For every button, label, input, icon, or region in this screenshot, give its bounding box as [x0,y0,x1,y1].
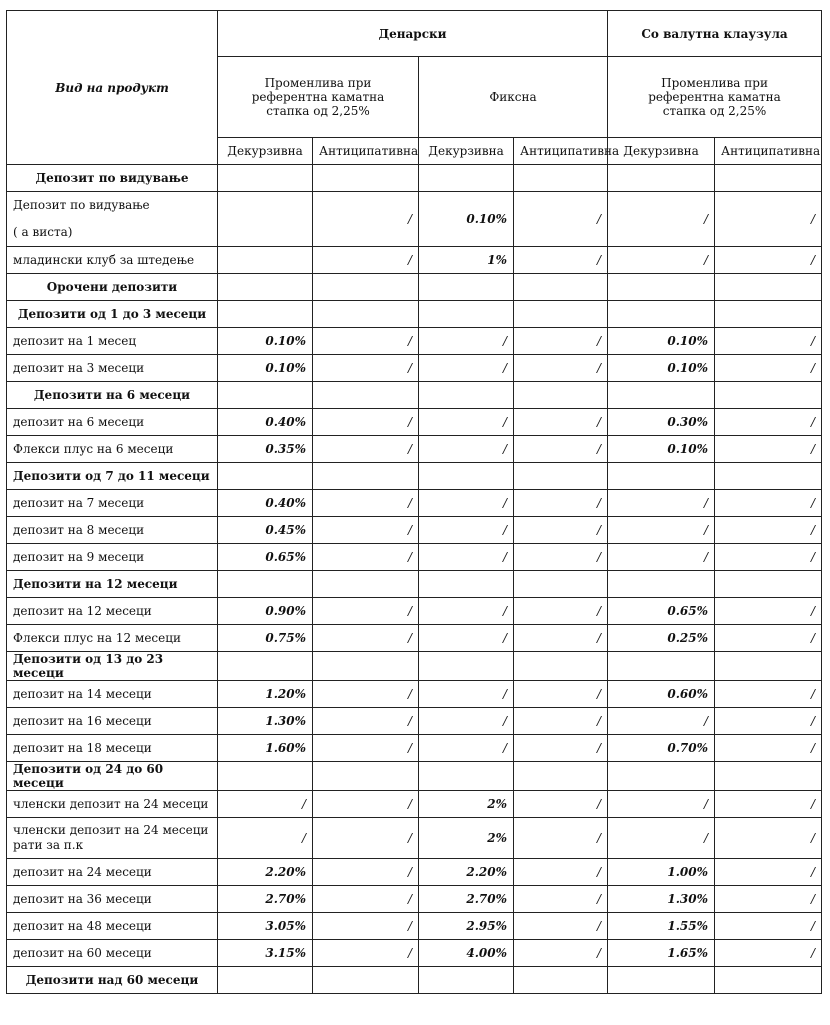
rate-cell: 0.90% [218,598,313,625]
rate-cell: 0.10% [419,192,514,247]
col-anticipative: Антиципативна [514,138,608,165]
not-applicable-cell: / [419,735,514,762]
not-applicable-cell: / [313,544,419,571]
not-applicable-cell: / [313,791,419,818]
rate-cell [218,192,313,247]
not-applicable-cell: / [514,708,608,735]
not-applicable-cell: / [514,192,608,247]
not-applicable-cell: / [514,517,608,544]
row-label: депозит на 7 месеци [7,490,218,517]
table-row [7,940,822,967]
table-row [7,681,822,708]
rate-cell: 0.10% [218,355,313,382]
section-label: Орочени депозити [7,274,218,301]
not-applicable-cell: / [419,328,514,355]
rate-cell: 1.60% [218,735,313,762]
product-type-header: Вид на продукт [7,11,218,165]
row-label: депозит на 9 месеци [7,544,218,571]
table-row [7,355,822,382]
not-applicable-cell: / [313,247,419,274]
rate-cell: 1% [419,247,514,274]
table-row [7,247,822,274]
not-applicable-cell: / [313,859,419,886]
not-applicable-cell: / [419,490,514,517]
not-applicable-cell: / [514,735,608,762]
not-applicable-cell: / [419,436,514,463]
section-label: Депозити од 24 до 60 месеци [7,762,218,791]
not-applicable-cell: / [715,859,822,886]
not-applicable-cell: / [419,625,514,652]
not-applicable-cell: / [608,490,715,517]
row-label: депозит на 6 месеци [7,409,218,436]
not-applicable-cell: / [313,913,419,940]
not-applicable-cell: / [608,517,715,544]
not-applicable-cell: / [313,940,419,967]
rate-cell: 4.00% [419,940,514,967]
not-applicable-cell: / [218,818,313,859]
table-row [7,625,822,652]
not-applicable-cell: / [514,544,608,571]
not-applicable-cell: / [313,409,419,436]
not-applicable-cell: / [715,818,822,859]
section-row [7,967,822,994]
denar-fixed-header: Фиксна [419,57,608,138]
rate-cell: 0.40% [218,490,313,517]
not-applicable-cell: / [715,886,822,913]
section-row [7,274,822,301]
rate-cell: 2.20% [218,859,313,886]
not-applicable-cell: / [514,681,608,708]
rate-cell: 1.30% [608,886,715,913]
section-row [7,165,822,192]
not-applicable-cell: / [715,409,822,436]
row-label: депозит на 24 месеци [7,859,218,886]
not-applicable-cell: / [514,625,608,652]
table-row [7,735,822,762]
not-applicable-cell: / [715,625,822,652]
not-applicable-cell: / [608,544,715,571]
interest-rate-table [6,10,822,994]
not-applicable-cell: / [608,708,715,735]
not-applicable-cell: / [313,436,419,463]
rate-cell: 0.65% [218,544,313,571]
not-applicable-cell: / [715,355,822,382]
rate-cell: 1.00% [608,859,715,886]
row-label: депозит на 16 месеци [7,708,218,735]
not-applicable-cell: / [514,940,608,967]
table-row [7,708,822,735]
row-label: депозит на 3 месеци [7,355,218,382]
not-applicable-cell: / [715,490,822,517]
table-row [7,436,822,463]
not-applicable-cell: / [715,517,822,544]
not-applicable-cell: / [514,598,608,625]
not-applicable-cell: / [715,247,822,274]
rate-cell: 2.20% [419,859,514,886]
not-applicable-cell: / [313,192,419,247]
not-applicable-cell: / [608,818,715,859]
not-applicable-cell: / [419,544,514,571]
not-applicable-cell: / [608,791,715,818]
not-applicable-cell: / [419,598,514,625]
not-applicable-cell: / [715,940,822,967]
table-row [7,544,822,571]
not-applicable-cell: / [715,913,822,940]
not-applicable-cell: / [715,735,822,762]
row-label: Депозит по видување ( а виста) [7,192,218,247]
section-label: Депозити од 13 до 23 месеци [7,652,218,681]
not-applicable-cell: / [514,247,608,274]
col-anticipative: Антиципативна [313,138,419,165]
not-applicable-cell: / [514,490,608,517]
rate-cell: 0.65% [608,598,715,625]
rate-cell: 0.35% [218,436,313,463]
section-row [7,762,822,791]
table-row [7,818,822,859]
rate-cell: 2% [419,818,514,859]
rate-cell: 2% [419,791,514,818]
rate-cell: 1.30% [218,708,313,735]
not-applicable-cell: / [715,436,822,463]
table-row [7,859,822,886]
col-anticipative: Антиципативна [715,138,822,165]
not-applicable-cell: / [218,791,313,818]
row-label: Флекси плус на 12 месеци [7,625,218,652]
table-row [7,490,822,517]
not-applicable-cell: / [715,328,822,355]
not-applicable-cell: / [715,791,822,818]
rate-cell: 0.10% [608,355,715,382]
not-applicable-cell: / [715,192,822,247]
col-decursive: Декурзивна [419,138,514,165]
not-applicable-cell: / [514,409,608,436]
not-applicable-cell: / [313,818,419,859]
table-row [7,328,822,355]
rate-cell: 0.25% [608,625,715,652]
section-label: Депозити од 7 до 11 месеци [7,463,218,490]
not-applicable-cell: / [514,886,608,913]
currency-clause-group-header: Со валутна клаузула [608,11,822,57]
not-applicable-cell: / [313,355,419,382]
section-row [7,652,822,681]
table-row [7,913,822,940]
section-label: Депозити од 1 до 3 месеци [7,301,218,328]
section-row [7,571,822,598]
not-applicable-cell: / [514,328,608,355]
row-label: членски депозит на 24 месеци рати за п.к [7,818,218,859]
not-applicable-cell: / [514,355,608,382]
not-applicable-cell: / [313,735,419,762]
rate-cell [218,247,313,274]
not-applicable-cell: / [514,859,608,886]
denar-group-header: Денарски [218,11,608,57]
rate-cell: 0.10% [608,436,715,463]
rate-cell: 0.40% [218,409,313,436]
rate-cell: 0.10% [608,328,715,355]
row-label: депозит на 60 месеци [7,940,218,967]
row-label: членски депозит на 24 месеци [7,791,218,818]
section-row [7,301,822,328]
rate-cell: 1.20% [218,681,313,708]
section-row [7,382,822,409]
row-label: депозит на 36 месеци [7,886,218,913]
not-applicable-cell: / [514,436,608,463]
rate-cell: 2.70% [419,886,514,913]
not-applicable-cell: / [715,544,822,571]
row-label: депозит на 1 месец [7,328,218,355]
row-label: депозит на 14 месеци [7,681,218,708]
not-applicable-cell: / [608,247,715,274]
not-applicable-cell: / [313,708,419,735]
table-row [7,192,822,247]
not-applicable-cell: / [419,681,514,708]
rate-cell: 0.45% [218,517,313,544]
row-label: депозит на 48 месеци [7,913,218,940]
section-label: Депозити над 60 месеци [7,967,218,994]
not-applicable-cell: / [419,517,514,544]
not-applicable-cell: / [313,625,419,652]
not-applicable-cell: / [514,913,608,940]
row-label: депозит на 18 месеци [7,735,218,762]
section-label: Депозити на 12 месеци [7,571,218,598]
rate-cell: 3.15% [218,940,313,967]
not-applicable-cell: / [715,598,822,625]
not-applicable-cell: / [608,192,715,247]
section-label: Депозити на 6 месеци [7,382,218,409]
table-row [7,598,822,625]
not-applicable-cell: / [313,328,419,355]
not-applicable-cell: / [313,517,419,544]
rate-cell: 0.10% [218,328,313,355]
rate-cell: 0.30% [608,409,715,436]
rate-cell: 2.95% [419,913,514,940]
row-label: Флекси плус на 6 месеци [7,436,218,463]
not-applicable-cell: / [514,818,608,859]
not-applicable-cell: / [419,409,514,436]
not-applicable-cell: / [514,791,608,818]
not-applicable-cell: / [313,886,419,913]
rate-cell: 3.05% [218,913,313,940]
not-applicable-cell: / [313,490,419,517]
not-applicable-cell: / [313,598,419,625]
rate-cell: 0.75% [218,625,313,652]
rate-cell: 1.55% [608,913,715,940]
table-row [7,886,822,913]
not-applicable-cell: / [715,681,822,708]
row-label: депозит на 8 месеци [7,517,218,544]
not-applicable-cell: / [715,708,822,735]
col-decursive: Декурзивна [218,138,313,165]
rate-cell: 0.60% [608,681,715,708]
not-applicable-cell: / [419,708,514,735]
section-row [7,463,822,490]
table-row [7,517,822,544]
rate-cell: 0.70% [608,735,715,762]
section-label: Депозит по видување [7,165,218,192]
table-row [7,409,822,436]
row-label: младински клуб за штедење [7,247,218,274]
not-applicable-cell: / [313,681,419,708]
rate-cell: 1.65% [608,940,715,967]
col-decursive: Декурзивна [608,138,715,165]
row-label: депозит на 12 месеци [7,598,218,625]
not-applicable-cell: / [419,355,514,382]
rate-cell: 2.70% [218,886,313,913]
currency-variable-header: Променлива при референтна каматна стапка од 2,25% [608,57,822,138]
denar-variable-header: Променлива при референтна каматна стапка од 2,25% [218,57,419,138]
table-row [7,791,822,818]
